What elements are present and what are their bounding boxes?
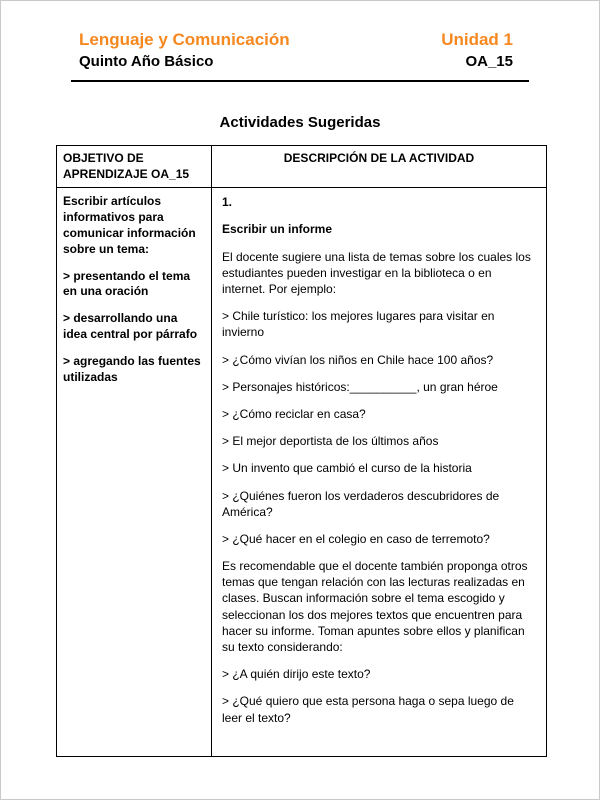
activities-table xyxy=(56,145,547,757)
activity-paragraph: > ¿Qué hacer en el colegio en caso de terremoto? xyxy=(222,531,490,546)
activity-paragraph: > ¿A quién dirijo este texto? xyxy=(222,667,371,682)
activity-paragraph: > Un invento que cambió el curso de la historia xyxy=(222,461,472,476)
activity-title: Escribir un informe xyxy=(222,222,333,237)
activity-paragraph: > ¿Cómo vivían los niños en Chile hace 100 años? xyxy=(222,352,494,367)
activity-paragraph: > ¿Quiénes fueron los verdaderos descubridores de América? xyxy=(222,488,500,519)
grade-level: Quinto Año Básico xyxy=(79,53,214,71)
subject-title: Lenguaje y Comunicación xyxy=(79,30,290,49)
header-left-block xyxy=(79,29,290,72)
document-header xyxy=(79,29,529,72)
activity-paragraph: El docente sugiere una lista de temas sobre los cuales los estudiantes pueden investigar en la biblioteca o en internet. Por ejemplo: xyxy=(222,249,531,297)
description-column-header: DESCRIPCIÓN DE LA ACTIVIDAD xyxy=(212,146,547,188)
activity-paragraph: > El mejor deportista de los últimos años xyxy=(222,434,439,449)
activity-paragraph: > ¿Qué quiero que esta persona haga o sepa luego de leer el texto? xyxy=(222,694,514,725)
objective-cell xyxy=(57,188,212,757)
activity-paragraph: Es recomendable que el docente también proponga otros temas que tengan relación con las lecturas realizadas en clases. Buscan información sobre el tema escogido y seleccionan los dos mejores textos que encuentren para hacer su informe. Toman apuntes sobre ellos y planifican su texto considerando: xyxy=(222,559,528,655)
activity-description-cell xyxy=(212,188,547,757)
header-right-block xyxy=(441,29,529,72)
activity-paragraph: > ¿Cómo reciclar en casa? xyxy=(222,406,366,421)
objective-bullet: > presentando el tema en una oración xyxy=(63,268,191,299)
objective-bullet: > agregando las fuentes utilizadas xyxy=(63,353,201,384)
objective-intro: Escribir artículos informativos para comunicar información sobre un tema: xyxy=(63,194,196,256)
activity-paragraph: > Personajes históricos:__________, un gran héroe xyxy=(222,379,498,394)
unit-label: Unidad 1 xyxy=(441,30,513,49)
page-title: Actividades Sugeridas xyxy=(219,114,381,132)
activity-number: 1. xyxy=(222,195,233,210)
table-body-row xyxy=(57,188,547,757)
table-header-row xyxy=(57,146,547,188)
objective-column-header: OBJETIVO DE APRENDIZAJE OA_15 xyxy=(57,146,212,188)
activity-paragraph: > Chile turístico: los mejores lugares para visitar en invierno xyxy=(222,309,495,340)
objective-bullet: > desarrollando una idea central por párrafo xyxy=(63,311,198,342)
oa-code-label: OA_15 xyxy=(465,53,513,71)
header-divider xyxy=(71,80,529,82)
